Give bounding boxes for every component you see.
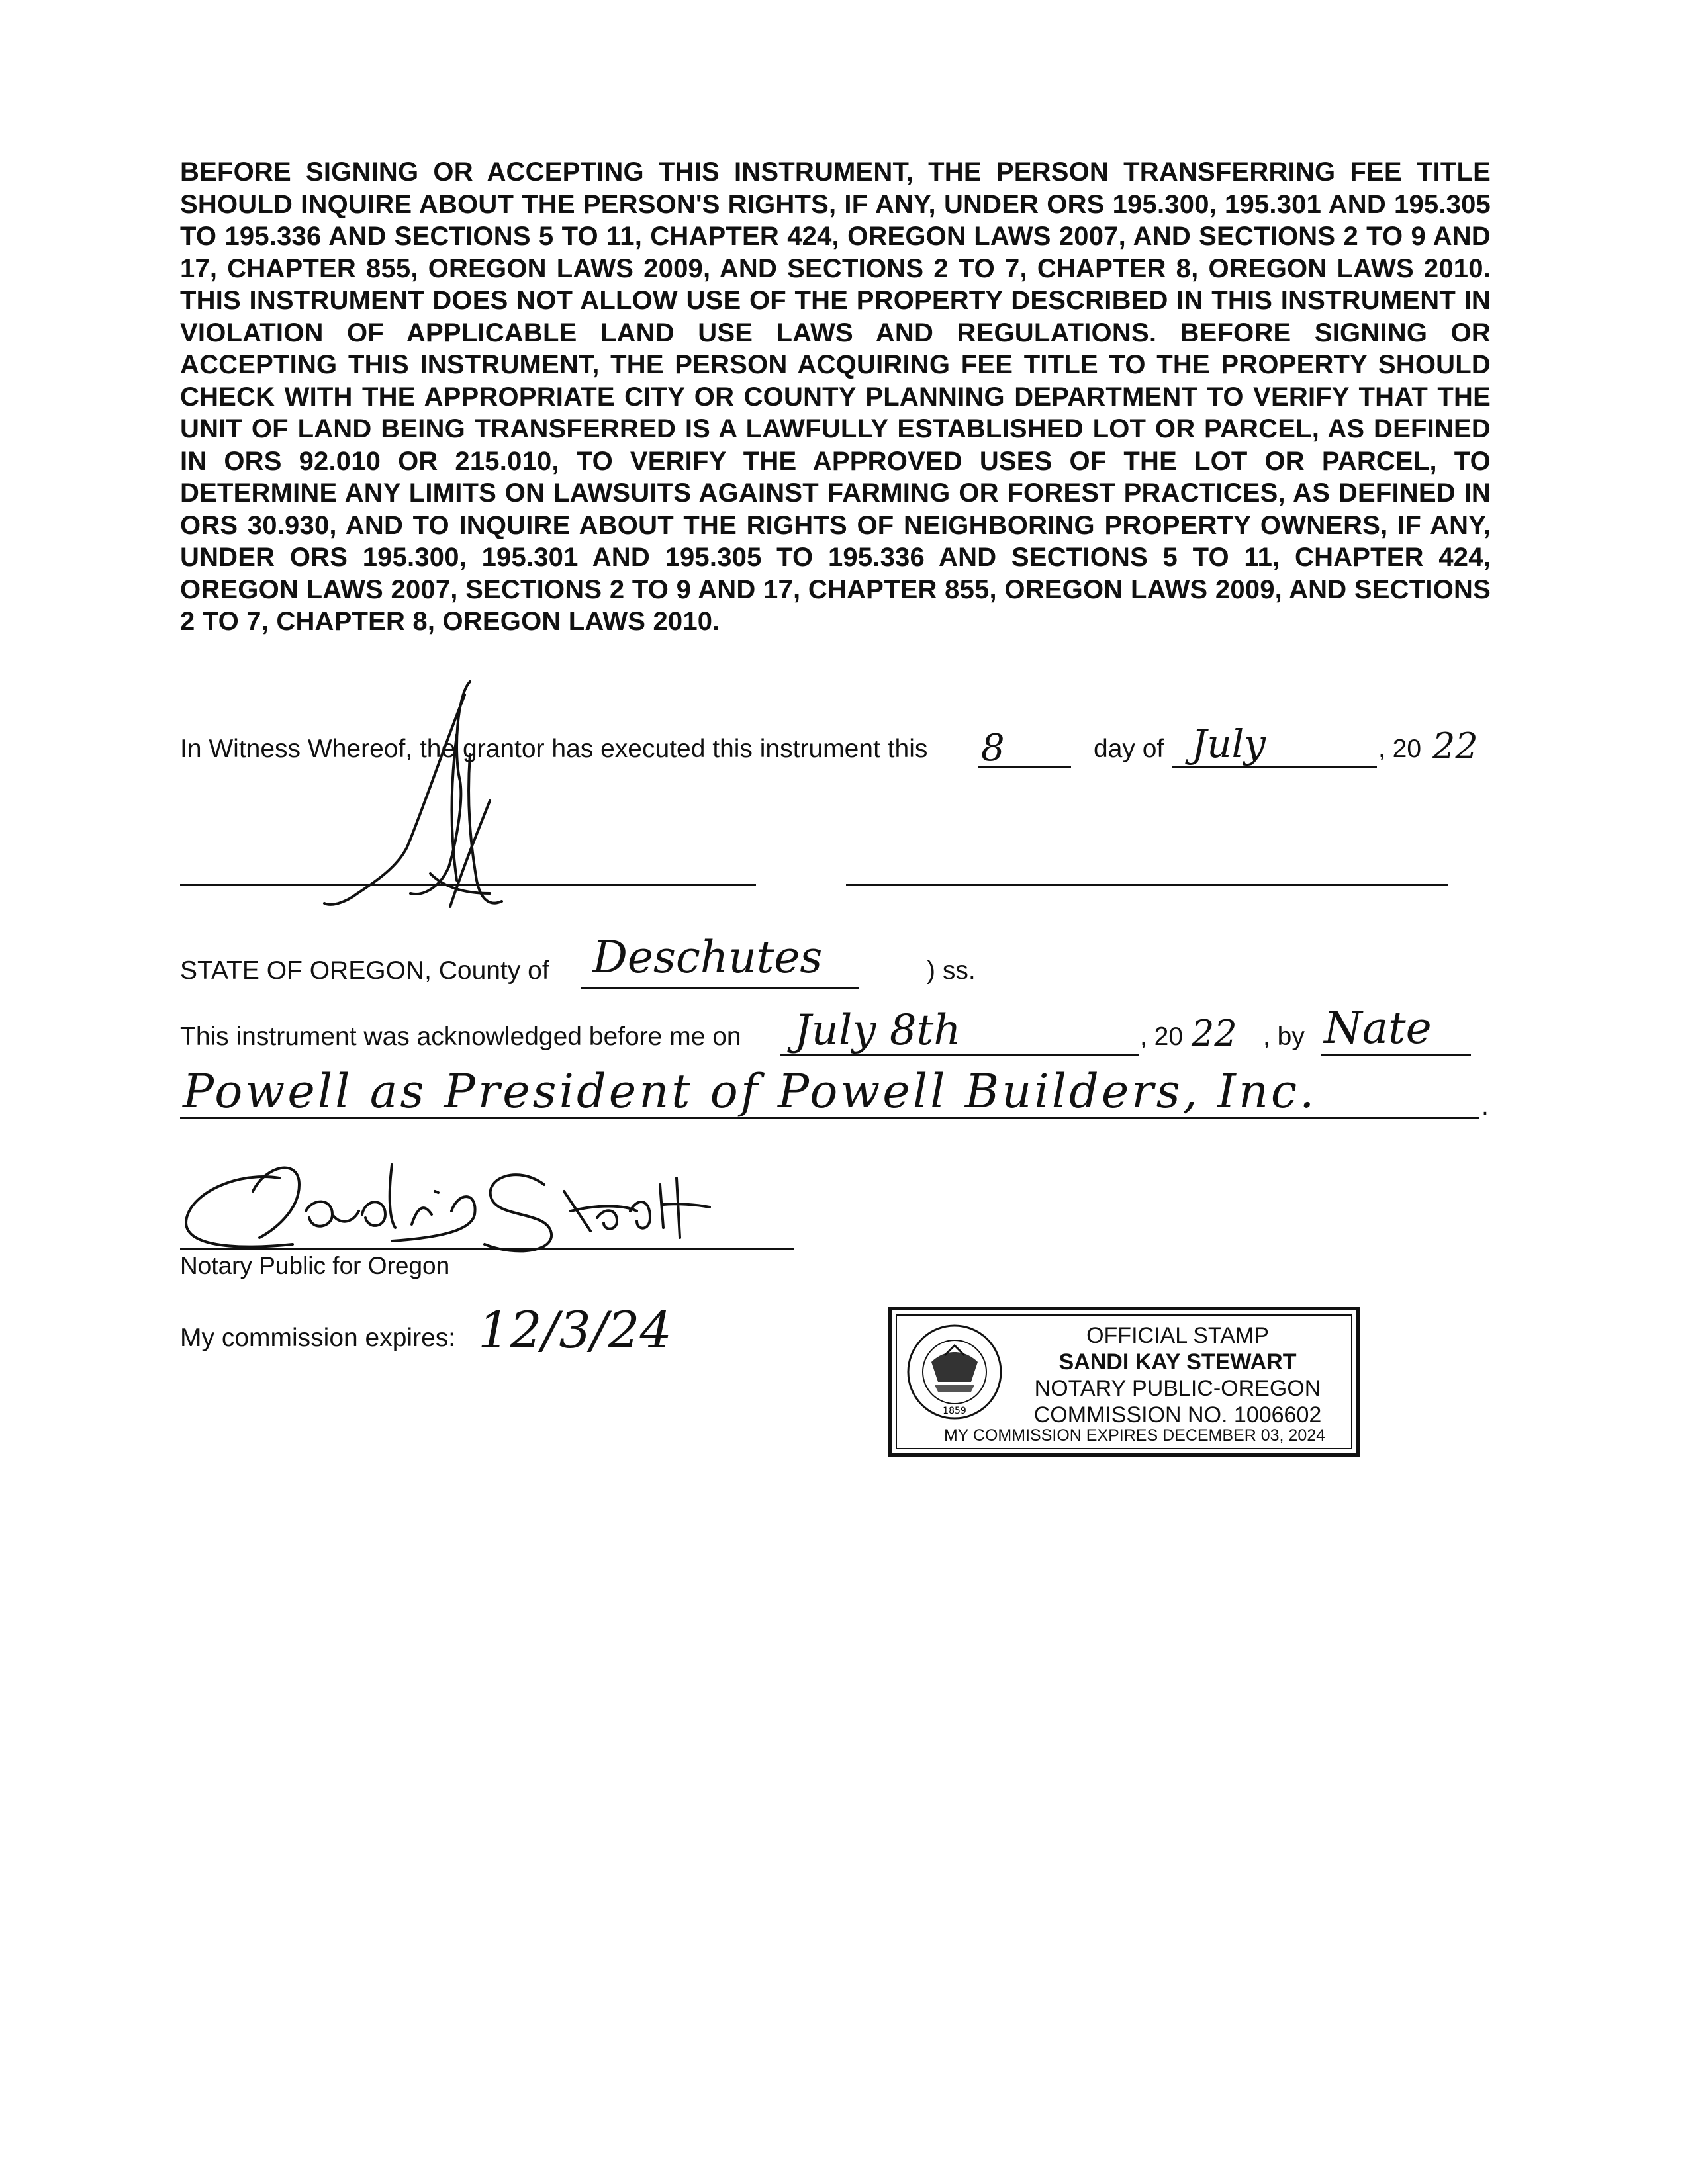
- second-signature-line: [846, 884, 1448, 886]
- state-county-label: STATE OF OREGON, County of: [180, 956, 549, 985]
- stamp-inner-border: [896, 1314, 1352, 1449]
- year-handwritten: 22: [1432, 725, 1478, 767]
- ack-line2-handwritten: Powell as President of Powell Builders, Inc.: [183, 1064, 1317, 1118]
- stamp-commission-number: COMMISSION NO. 1006602: [1033, 1402, 1322, 1428]
- ss-label: ) ss.: [927, 956, 976, 985]
- grantor-signature: [291, 668, 503, 933]
- year-prefix: , 20: [1378, 735, 1422, 763]
- stamp-notary-name: SANDI KAY STEWART: [1058, 1349, 1297, 1375]
- witness-statement: In Witness Whereof, the grantor has executed this instrument this: [180, 735, 928, 763]
- official-notary-stamp: [888, 1307, 1360, 1457]
- ack-line2-period: .: [1481, 1092, 1489, 1120]
- svg-text:1859: 1859: [943, 1406, 966, 1416]
- ack-year-prefix: , 20: [1140, 1023, 1184, 1051]
- land-use-disclaimer: BEFORE SIGNING OR ACCEPTING THIS INSTRUMENT, THE PERSON TRANSFERRING FEE TITLE SHOULD INQUIRE ABOUT THE PERSON'S RIGHTS, IF ANY, UNDER ORS 195.300, 195.301 AND 195.305 TO 195.336 AND SECTIONS 5 TO 11, CHAPTER 424, OREGON LAWS 2007, AND SECTIONS 2 TO 9 AND 17, CHAPTER 855, OREGON LAWS 2009, AND SECTIONS 2 TO 7, CHAPTER 8, OREGON LAWS 2010. THIS INSTRUMENT DOES NOT ALLOW USE OF THE PROPERTY DESCRIBED IN THIS INSTRUMENT IN VIOLATION OF APPLICABLE LAND USE LAWS AND REGULATIONS. BEFORE SIGNING OR ACCEPTING THIS INSTRUMENT, THE PERSON ACQUIRING FEE TITLE TO THE PROPERTY SHOULD CHECK WITH THE APPROPRIATE CITY OR COUNTY PLANNING DEPARTMENT TO VERIFY THAT THE UNIT OF LAND BEING TRANSFERRED IS A LAWFULLY ESTABLISHED LOT OR PARCEL, AS DEFINED IN ORS 92.010 OR 215.010, TO VERIFY THE APPROVED USES OF THE LOT OR PARCEL, TO DETERMINE ANY LIMITS ON LAWSUITS AGAINST FARMING OR FOREST PRACTICES, AS DEFINED IN ORS 30.930, AND TO INQUIRE ABOUT THE RIGHTS OF NEIGHBORING PROPERTY OWNERS, IF ANY, UNDER ORS 195.300, 195.301 AND 195.305 TO 195.336 AND SECTIONS 5 TO 11, CHAPTER 424, OREGON LAWS 2007, SECTIONS 2 TO 9 AND 17, CHAPTER 855, OREGON LAWS 2009, AND SECTIONS 2 TO 7, CHAPTER 8, OREGON LAWS 2010.: [180, 158, 1491, 636]
- state-of-oregon-seal-icon: [905, 1322, 1004, 1422]
- ack-date-handwritten: July 8th: [794, 1006, 961, 1055]
- ack-year-handwritten: 22: [1192, 1013, 1237, 1054]
- notary-signature-line: [180, 1248, 794, 1250]
- day-handwritten: 8: [981, 727, 1005, 770]
- county-handwritten: Deschutes: [592, 932, 823, 983]
- county-blank: [581, 987, 859, 989]
- stamp-notary-title: NOTARY PUBLIC-OREGON: [1034, 1376, 1321, 1401]
- commission-expires-label: My commission expires:: [180, 1324, 456, 1352]
- commission-expires-handwritten: 12/3/24: [478, 1300, 672, 1359]
- month-blank: [1172, 766, 1377, 768]
- acknowledgment-statement: This instrument was acknowledged before me on: [180, 1023, 741, 1051]
- day-of-label: day of: [1094, 735, 1164, 763]
- grantor-signature-line: [180, 884, 756, 886]
- ack-name-handwritten: Nate: [1324, 1003, 1432, 1054]
- ack-by-label: , by: [1263, 1023, 1305, 1051]
- stamp-text-block: [1009, 1322, 1346, 1428]
- stamp-expiration: MY COMMISSION EXPIRES DECEMBER 03, 2024: [943, 1426, 1326, 1445]
- notary-signature: [173, 1152, 716, 1264]
- ack-name-blank: [1321, 1054, 1471, 1056]
- notary-public-label: Notary Public for Oregon: [180, 1252, 450, 1279]
- stamp-title: OFFICIAL STAMP: [1086, 1323, 1269, 1348]
- month-handwritten: July: [1192, 721, 1266, 766]
